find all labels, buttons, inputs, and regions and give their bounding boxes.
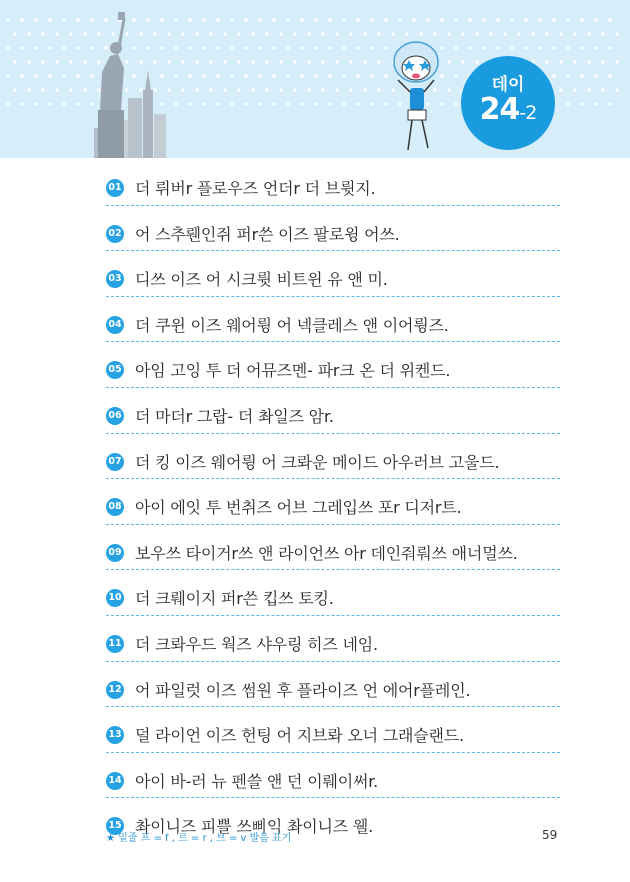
sentence-number-badge: 06 (106, 407, 124, 425)
sentence-number-badge: 11 (106, 635, 124, 653)
sentence-text: 더 마더r 그랍- 더 촤일즈 암r. (135, 406, 334, 426)
sentence-text: 아이 바-러 뉴 펜쓸 앤 던 이뤠이써r. (135, 771, 379, 791)
sentence-text: 더 킹 이즈 웨어륑 어 크롸운 메이드 아우러브 고울드. (135, 452, 500, 472)
sentence-row (106, 616, 560, 662)
pronunciation-note: ★ 밑줄 프 = f , 르 = r , 브 = v 발음 표기 (106, 833, 292, 844)
page-number: 59 (542, 828, 558, 842)
sentence-number-badge: 15 (106, 817, 124, 835)
sentence-text: 더 뤼버r 플로우즈 언더r 더 브륏지. (135, 179, 376, 198)
sentence-row (106, 388, 560, 434)
sentence-number-badge: 14 (106, 772, 124, 790)
sentence-row (106, 251, 560, 297)
sentence-row (106, 160, 560, 206)
sentence-row (106, 206, 560, 252)
sentence-row (106, 525, 560, 571)
statue-of-liberty-skyline-illustration (88, 10, 178, 158)
sentence-row (106, 434, 560, 480)
day-number (461, 92, 555, 127)
sentence-number-badge: 03 (106, 270, 124, 288)
sentence-number-badge: 07 (106, 453, 124, 471)
sentence-row (106, 707, 560, 753)
sentence-number-badge: 05 (106, 361, 124, 379)
sentence-text: 보우쓰 타이거r쓰 앤 라이언쓰 아r 데인줘뤄쓰 애너멀쓰. (135, 543, 518, 563)
sentence-number-badge: 02 (106, 225, 124, 243)
day-badge (461, 56, 555, 150)
sentence-number-badge: 09 (106, 544, 124, 562)
sentence-number-badge: 04 (106, 316, 124, 334)
sentence-number-badge: 08 (106, 498, 124, 516)
sentence-number-badge: 01 (106, 179, 124, 197)
day-label: 데이 (491, 75, 525, 95)
sentence-text: 더 크롸우드 웍즈 샤우링 히즈 네임. (135, 634, 378, 654)
sentence-text: 촤이니즈 피쁠 쓰삐익 촤이니즈 웰. (135, 817, 374, 837)
sentence-text: 어 파일럿 이즈 썸원 후 플라이즈 언 에어r플레인. (135, 680, 471, 700)
sentence-text: 디쓰 이즈 어 시크륏 비트윈 유 앤 미. (135, 270, 388, 290)
sentence-number-badge: 10 (106, 589, 124, 607)
sentence-row (106, 342, 560, 388)
sentence-row (106, 662, 560, 708)
sentence-text: 아이 에잇 투 번취즈 어브 그레입쓰 포r 디저r트. (135, 498, 462, 518)
sentence-text: 어 스추뤤인쥐 퍼r쓴 이즈 팔로윙 어쓰. (135, 224, 400, 244)
sentence-row (106, 297, 560, 343)
sentence-row (106, 570, 560, 616)
sentence-text: 더 크뤠이지 퍼r쓴 킵쓰 토킹. (135, 589, 334, 609)
sentence-number-badge: 13 (106, 726, 124, 744)
sentence-row (106, 479, 560, 525)
sentence-row (106, 753, 560, 799)
sentence-number-badge: 12 (106, 681, 124, 699)
girl-character-illustration (386, 40, 456, 158)
sentence-list (106, 160, 560, 843)
day-number-main: 24 (479, 92, 520, 127)
sentence-text: 덜 라이언 이즈 헌팅 어 지브롸 오너 그래슬랜드. (135, 726, 464, 746)
page-header (0, 0, 630, 158)
day-number-sub: -2 (519, 102, 537, 124)
sentence-text: 아임 고잉 투 더 어뮤즈멘- 파r크 온 더 위켄드. (135, 361, 451, 381)
sentence-text: 더 쿠윈 이즈 웨어륑 어 넥클레스 앤 이어륑즈. (135, 315, 449, 335)
